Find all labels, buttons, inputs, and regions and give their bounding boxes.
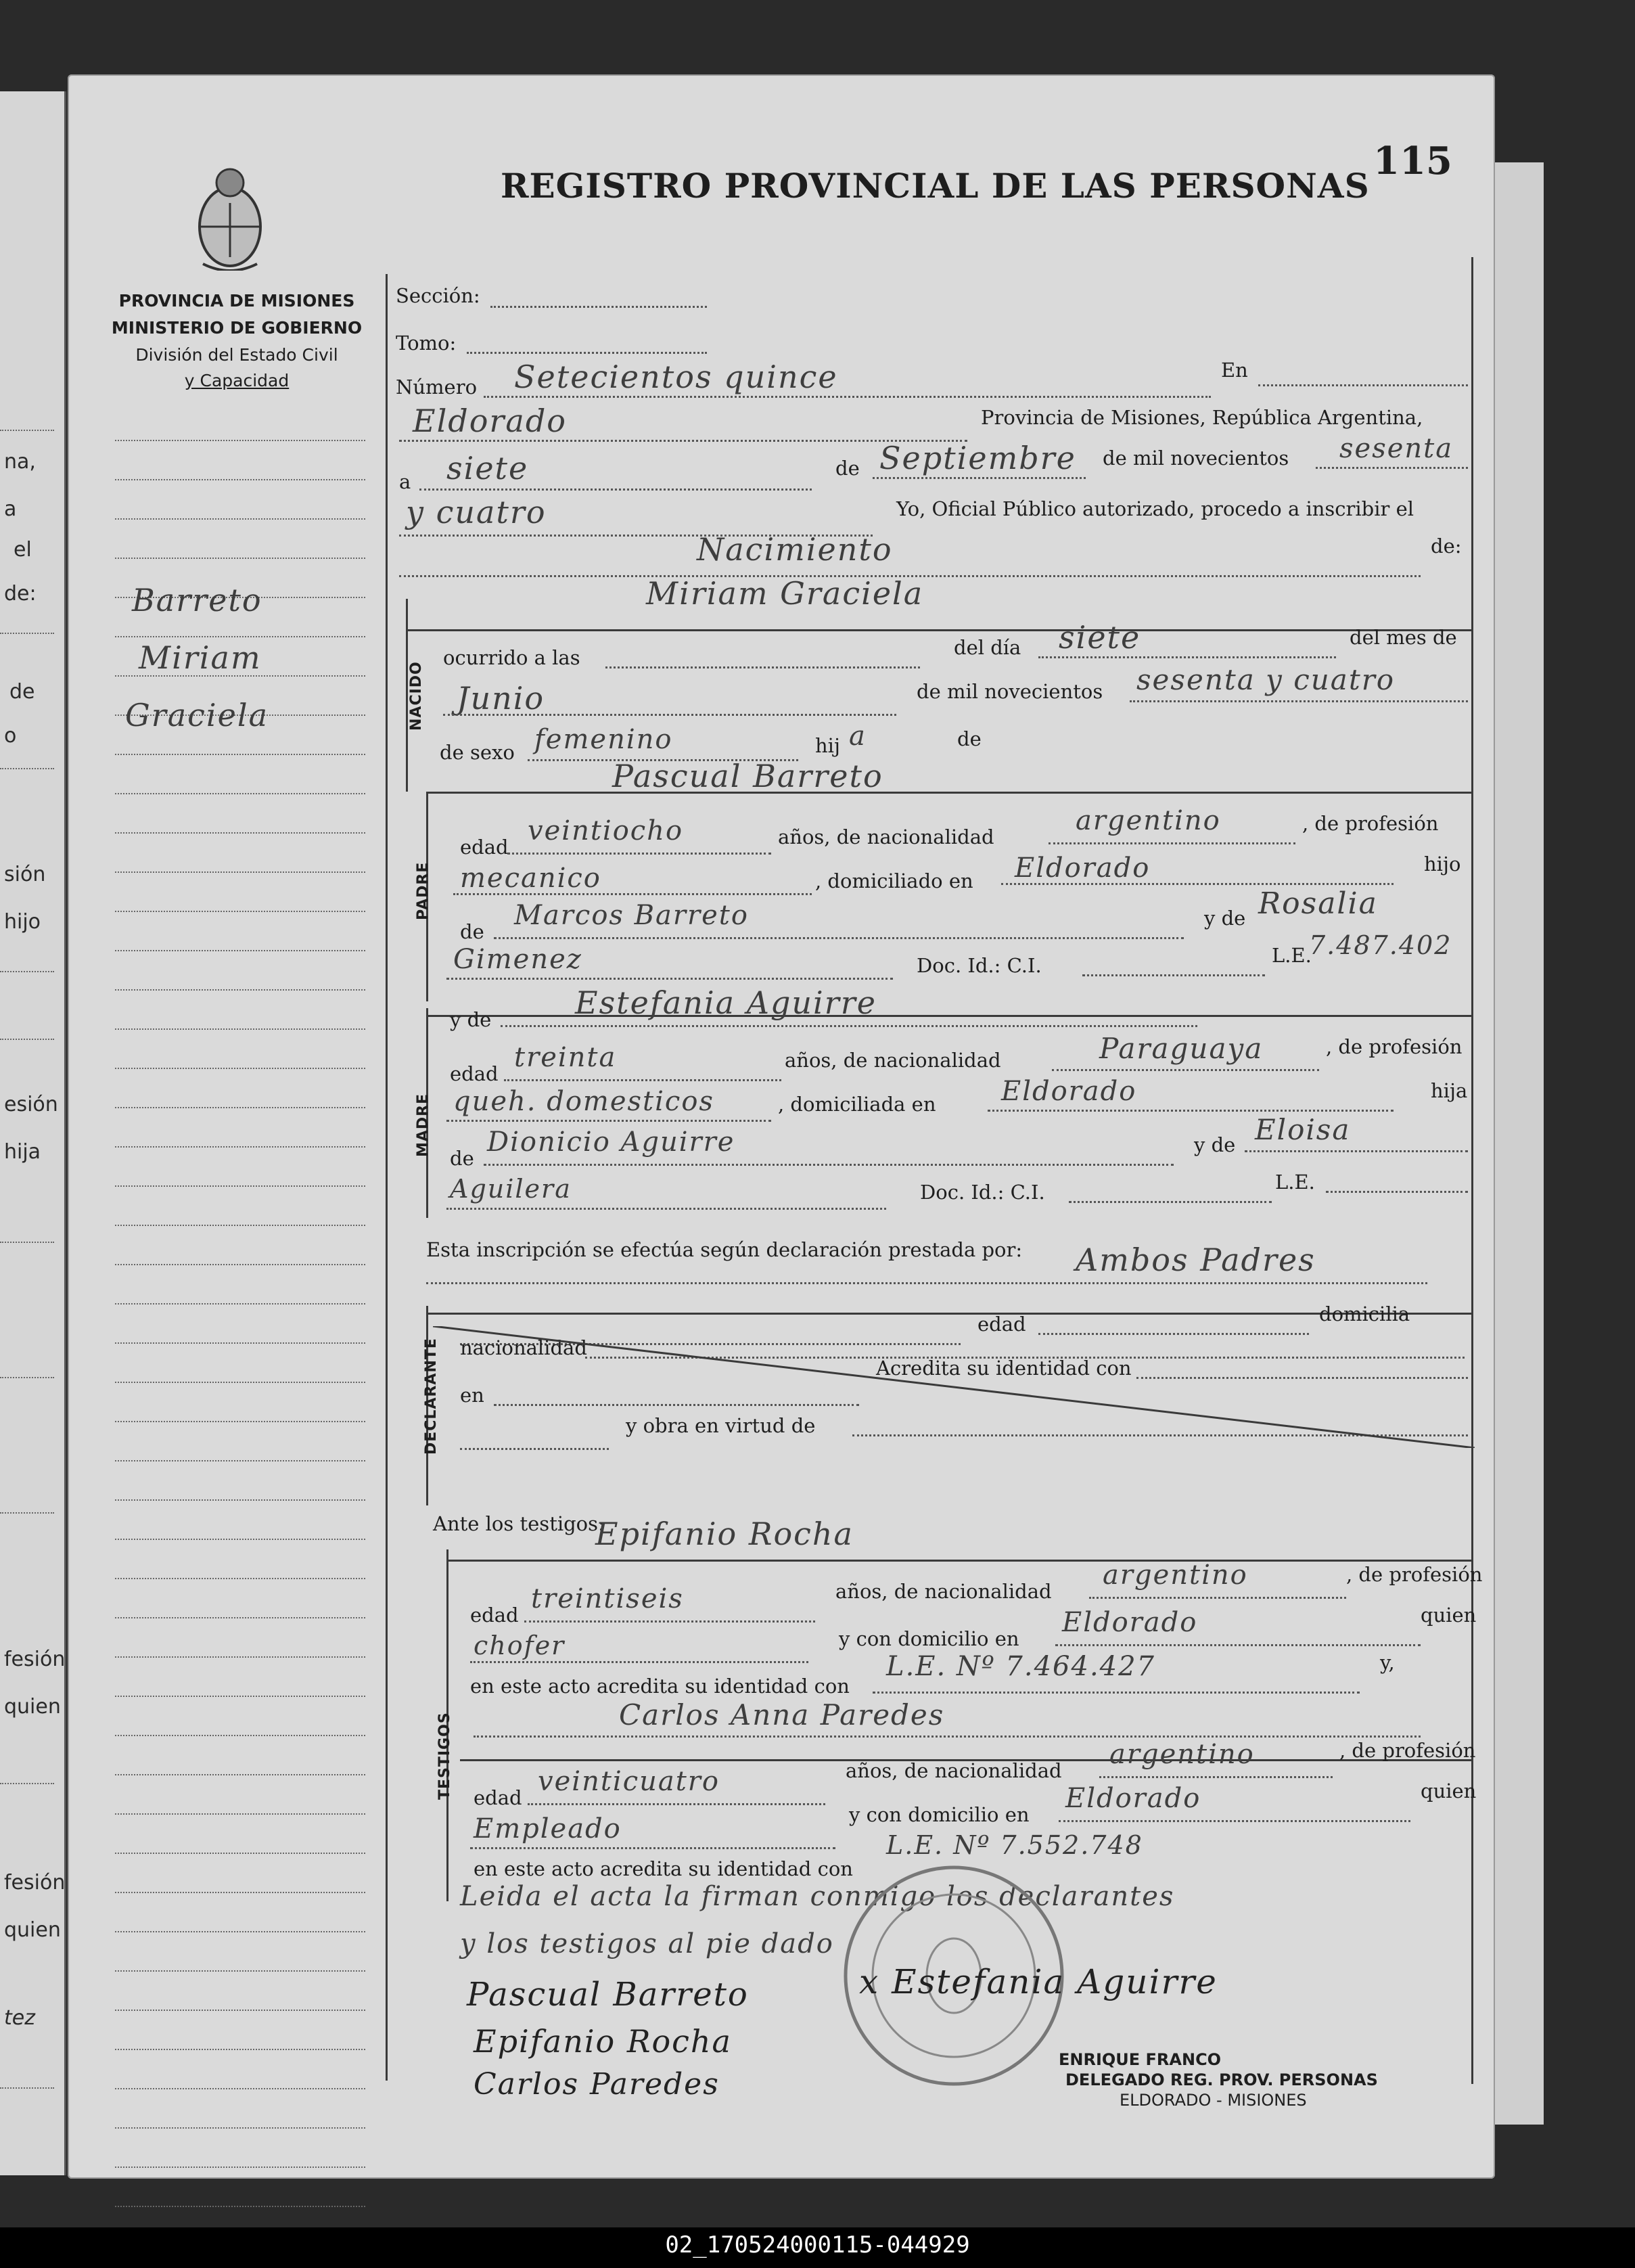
left-fragment: na, (4, 450, 36, 474)
declarante-en-label: en (460, 1384, 484, 1407)
left-fragment: de (9, 680, 35, 704)
left-fragment: fesión (4, 1871, 66, 1895)
madre-mother-value1: Eloisa (1255, 1113, 1351, 1146)
padre-le-value: 7.487.402 (1309, 930, 1452, 960)
nacido-section-label: NACIDO (408, 661, 425, 731)
t2-edad-value: veinticuatro (538, 1766, 720, 1797)
coat-of-arms-icon (193, 162, 267, 271)
division-label: División del Estado Civil (135, 345, 338, 365)
madre-section-label: MADRE (415, 1093, 432, 1157)
padre-prof-value: mecanico (460, 863, 601, 894)
en-label: En (1221, 359, 1248, 382)
closing-line1: Leida el acta la firman conmigo los declarantes (460, 1881, 1175, 1912)
del-dia-label: del día (954, 636, 1021, 659)
padre-nac-value: argentino (1076, 805, 1221, 836)
madre-de-label: de (450, 1147, 474, 1170)
t2-quien-label: quien (1421, 1779, 1477, 1802)
padre-nac-label: años, de nacionalidad (778, 825, 994, 848)
t2-prof-label: , de profesión (1339, 1739, 1476, 1762)
declaracion-value: Ambos Padres (1076, 1242, 1316, 1278)
madre-hija-label: hija (1431, 1079, 1468, 1102)
place-value: Eldorado (413, 403, 567, 439)
madre-yde-label: y de (450, 1008, 492, 1031)
declarante-nac-label: nacionalidad (460, 1336, 587, 1359)
page-number: 115 (1373, 139, 1452, 183)
left-fragment: a (4, 497, 17, 521)
declarante-obra-label: y obra en virtud de (626, 1414, 816, 1437)
left-fragment: sión (4, 863, 46, 886)
t2-acredita-label: en este acto acredita su identidad con (474, 1857, 853, 1880)
madre-prof-value: queh. domesticos (453, 1086, 714, 1117)
closing-line2: y los testigos al pie dado (460, 1928, 834, 1959)
ocurrido-label: ocurrido a las (443, 646, 580, 669)
mes-value: Junio (457, 680, 545, 717)
padre-de-label: de (460, 920, 484, 943)
padre-section-label: PADRE (415, 861, 432, 920)
declarante-cancel-line (433, 1326, 1475, 1448)
t1-edad-label: edad (470, 1604, 519, 1627)
anio-value: sesenta y cuatro (1136, 663, 1396, 696)
madre-yde2-label: y de (1194, 1133, 1236, 1156)
padre-edad-label: edad (460, 836, 509, 859)
province-label: PROVINCIA DE MISIONES (118, 291, 355, 311)
stamp-line3: ELDORADO - MISIONES (1120, 2091, 1307, 2110)
person-name: Miriam Graciela (646, 575, 924, 612)
a-label: a (399, 470, 411, 493)
left-fragment: quien (4, 1918, 61, 1942)
madre-mother-value2: Aguilera (450, 1174, 572, 1204)
hij-value: a (849, 721, 867, 752)
act-value: Nacimiento (697, 531, 893, 568)
left-fragment: quien (4, 1695, 61, 1719)
day-value: siete (446, 450, 529, 486)
year-value1: sesenta (1339, 433, 1454, 464)
declarante-section-label: DECLARANTE (423, 1338, 440, 1455)
mil-label: de mil novecientos (1103, 447, 1289, 470)
padre-le-label: L.E. (1272, 944, 1312, 967)
de-colon: de: (1431, 535, 1462, 558)
nacido-de-label: de (957, 727, 982, 750)
padre-mother-value2: Gimenez (453, 944, 582, 975)
hij-label: hij (815, 734, 840, 757)
left-fragment: el (14, 538, 32, 562)
month-value: Septiembre (879, 440, 1076, 476)
province-text: Provincia de Misiones, República Argentina, (981, 406, 1423, 429)
signature-1: Pascual Barreto (467, 1976, 749, 2014)
left-fragment: fesión (4, 1648, 66, 1671)
padre-prof-label: , de profesión (1302, 812, 1439, 835)
tomo-label: Tomo: (396, 332, 457, 355)
t1-quien-label: quien (1421, 1604, 1477, 1627)
padre-dom-value: Eldorado (1015, 853, 1151, 884)
t1-dom-value: Eldorado (1062, 1607, 1198, 1638)
oficial-text: Yo, Oficial Público autorizado, procedo a inscribir el (896, 497, 1414, 520)
madre-edad-value: treinta (514, 1042, 617, 1073)
t1-acredita-label: en este acto acredita su identidad con (470, 1675, 850, 1698)
declaracion-text: Esta inscripción se efectúa según declaración prestada por: (426, 1238, 1023, 1261)
t1-edad-value: treintiseis (531, 1583, 684, 1614)
madre-nac-value: Paraguaya (1099, 1032, 1264, 1065)
declarante-domicilia-label: domicilia (1319, 1302, 1410, 1325)
t2-id-value: L.E. Nº 7.552.748 (886, 1830, 1143, 1860)
t1-nac-value: argentino (1103, 1560, 1248, 1591)
t1-prof-value: chofer (474, 1631, 566, 1660)
madre-doc-label: Doc. Id.: C.I. (920, 1181, 1045, 1204)
stamp-line2: DELEGADO REG. PROV. PERSONAS (1065, 2070, 1378, 2089)
del-mes-label: del mes de (1350, 626, 1457, 649)
left-torn-page (0, 91, 66, 2175)
left-fragment: o (4, 724, 17, 748)
madre-dom-label: , domiciliada en (778, 1093, 936, 1116)
testigo2-name: Carlos Anna Paredes (619, 1698, 945, 1731)
padre-doc-label: Doc. Id.: C.I. (917, 954, 1042, 977)
t2-nac-value: argentino (1109, 1739, 1255, 1770)
de-label: de (835, 457, 860, 480)
t1-nac-label: años, de nacionalidad (835, 1580, 1052, 1603)
declarante-edad-label: edad (977, 1313, 1026, 1336)
padre-dom-label: , domiciliado en (815, 869, 973, 892)
madre-nac-label: años, de nacionalidad (785, 1049, 1001, 1072)
t1-id-value: L.E. Nº 7.464.427 (886, 1651, 1156, 1682)
left-fragment: hijo (4, 910, 41, 934)
form-right-border (1471, 257, 1473, 2084)
dia-value: siete (1059, 619, 1141, 656)
signature-2: x Estefania Aguirre (859, 1962, 1218, 2001)
signature-4: Carlos Paredes (474, 2067, 720, 2102)
t2-nac-label: años, de nacionalidad (846, 1759, 1062, 1782)
padre-name: Pascual Barreto (612, 758, 883, 794)
testigos-label: Ante los testigos: (433, 1512, 605, 1535)
year-value2: y cuatro (406, 494, 547, 530)
madre-prof-label: , de profesión (1326, 1035, 1463, 1058)
margin-surname: Barreto (132, 582, 262, 618)
t2-dom-value: Eldorado (1065, 1783, 1201, 1814)
padre-yde-label: y de (1204, 907, 1246, 930)
ministry-label: MINISTERIO DE GOBIERNO (111, 318, 363, 338)
padre-hijo-label: hijo (1424, 853, 1461, 876)
capacity-label: y Capacidad (184, 371, 290, 390)
t1-prof-label: , de profesión (1346, 1563, 1483, 1586)
left-fragment: tez (4, 2006, 35, 2030)
sexo-label: de sexo (440, 741, 515, 764)
margin-name2: Graciela (125, 697, 269, 733)
t2-edad-label: edad (474, 1786, 522, 1809)
t2-dom-label: y con domicilio en (849, 1803, 1030, 1826)
nacido-mil-label: de mil novecientos (917, 680, 1103, 703)
margin-name1: Miriam (139, 639, 262, 676)
form-left-border (386, 274, 388, 2081)
t2-prof-value: Empleado (474, 1813, 622, 1844)
t1-y-label: y, (1380, 1651, 1395, 1674)
testigos-section-label: TESTIGOS (436, 1712, 453, 1800)
numero-label: Número (396, 376, 478, 399)
left-fragment: hija (4, 1140, 41, 1164)
madre-name: Estefania Aguirre (575, 984, 877, 1021)
signature-3: Epifanio Rocha (474, 2023, 732, 2060)
seccion-label: Sección: (396, 284, 480, 307)
testigo1-name: Epifanio Rocha (595, 1516, 854, 1552)
madre-edad-label: edad (450, 1062, 499, 1085)
padre-edad-value: veintiocho (528, 815, 684, 846)
madre-father-value: Dionicio Aguirre (487, 1127, 735, 1158)
numero-value: Setecientos quince (514, 359, 838, 395)
left-fragment: esión (4, 1093, 58, 1116)
t1-dom-label: y con domicilio en (839, 1627, 1019, 1650)
left-fragment: de: (4, 582, 37, 606)
declarante-acredita-label: Acredita su identidad con (876, 1357, 1132, 1380)
madre-le-label: L.E. (1275, 1171, 1315, 1194)
page-title: REGISTRO PROVINCIAL DE LAS PERSONAS (501, 166, 1370, 206)
padre-father-value: Marcos Barreto (514, 900, 749, 931)
padre-mother-value1: Rosalia (1258, 886, 1378, 921)
scan-file-label: 02_170524000115-044929 (665, 2231, 970, 2259)
stamp-line1: ENRIQUE FRANCO (1059, 2050, 1222, 2069)
sexo-value: femenino (534, 724, 673, 755)
madre-dom-value: Eldorado (1001, 1076, 1137, 1107)
